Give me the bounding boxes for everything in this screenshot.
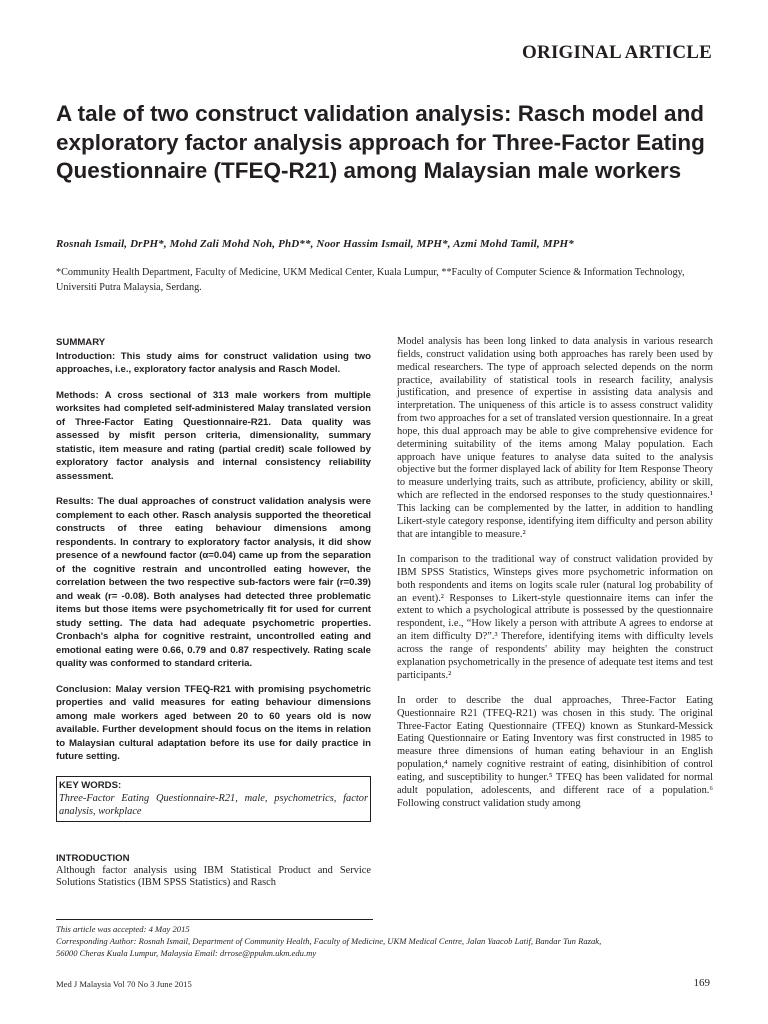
- footnote-divider: [56, 919, 373, 920]
- affiliations: *Community Health Department, Faculty of Medicine, UKM Medical Center, Kuala Lumpur, **Faculty of Computer Science & Information Technology, Universiti Putra Malaysia, Serdang.: [56, 267, 685, 293]
- article-title: A tale of two construct validation analysis: Rasch model and exploratory factor analysis approach for Three-Factor Eating Questionnaire (TFEQ-R21) among Malaysian male workers: [56, 101, 705, 183]
- footnotes: [56, 923, 716, 959]
- summary-heading: SUMMARY: [56, 337, 106, 348]
- introduction-text: Although factor analysis using IBM Statistical Product and Service Solutions Statistics (IBM SPSS Statistics) and Rasch: [56, 864, 371, 889]
- introduction-heading: INTRODUCTION: [56, 852, 130, 864]
- corresponding-author: Corresponding Author: Rosnah Ismail, Department of Community Health, Faculty of Medicine, UKM Medical Centre, Jalan Yaacob Latif, Bandar Tun Razak,: [56, 936, 602, 946]
- keywords-text: Three-Factor Eating Questionnaire-R21, male, psychometrics, factor analysis, workplace: [59, 792, 368, 817]
- body-paragraph-3: In order to describe the dual approaches, Three-Factor Eating Questionnaire R21 (TFEQ-R21) was chosen in this study. The original Three-Factor Eating Questionnaire (TFEQ) known as Stunkard-Messick Eating Questionnaire or Eating Inventory was first constructed in 1985 to measure three dimensions of human eating behaviour in an English population,⁴ namely cognitive restraint of eating, disinhibition of control eating, and susceptibility to hunger.⁵ TFEQ has been validated for normal adult population, adolescents, and different race of a population.⁶ Following construct validation study among: [397, 694, 713, 809]
- article-type-label: ORIGINAL ARTICLE: [522, 42, 712, 63]
- summary-conclusion: Conclusion: Malay version TFEQ-R21 with promising psychometric properties and valid measures for eating behaviour dimensions among male workers aged between 20 to 60 years old is now available. Further development should focus on the items in relation to Malaysian cultural adaptation before its use for daily practice in future setting.: [56, 683, 371, 762]
- right-column: [397, 336, 713, 823]
- author-list: Rosnah Ismail, DrPH*, Mohd Zali Mohd Noh, PhD**, Noor Hassim Ismail, MPH*, Azmi Mohd Tamil, MPH*: [56, 238, 574, 250]
- journal-citation: Med J Malaysia Vol 70 No 3 June 2015: [56, 979, 192, 989]
- body-paragraph-1: Model analysis has been long linked to data analysis in various research fields, construct validation using both approaches has rarely been used by medical researchers. The type of approach selected depends on the norm practice, availability of statistical tools in research facility, analysis justification, and presence of expertise in assisting data analysis and interpretation. The uniqueness of this article is to assess construct validity from two approaches for a set of translated version questionnaire. In a great hope, this dual approach may be able to give comprehensive evidence for determining suitability of the items among Malay population. Each approach have unique features to analyse data suited to the analysis objective but the former displayed lack of ability for Item Response Theory to measure underlying traits, such as attribute, proficiency, ability or skill, which are reflected in the endorsed responses to the study questionnaires.¹ This lacking can be complemented by the latter, in addition to handling Likert-style category response, identifying item difficulty and person ability that are intangible to measure.²: [397, 336, 713, 540]
- body-paragraph-2: In comparison to the traditional way of construct validation provided by IBM SPSS Statistics, Winsteps gives more psychometric information on both respondents and items on logits scale ruler (natural log probability of an event).² Responses to Likert-style questionnaire items can infer the extent to which a psychological attribute is possessed by the questionnaire respondent, i.e., “How likely a person with attribute A agrees to endorse at an item difficulty D?”.³ Therefore, identifying items with difficulty levels across the range of respondents' ability may heighten the construct explanation psychometrically in the presence of adequate test items and test participants.²: [397, 554, 713, 681]
- keywords-heading: KEY WORDS:: [59, 779, 122, 791]
- keywords-box: [56, 776, 371, 822]
- corresponding-address: 56000 Cheras Kuala Lumpur, Malaysia Email: drrose@ppukm.ukm.edu.my: [56, 948, 317, 958]
- summary-results: Results: The dual approaches of construct validation analysis were complement to each other. Rasch analysis supported the theoretical constructs of three eating behaviour dimensions among respondents. In contrary to exploratory factor analysis, it did show presence of a newfound factor (α=0.04) came up from the separation of the cognitive restrain and uncontrolled eating however, the correlation between the two respective sub-factors were fair (r=0.39) and weak (r= -0.08). Both analyses had detected three problematic items but those items were psychometrically fit for used for current study setting. The data had adequate psychometric properties. Cronbach's alpha for cognitive restraint, uncontrolled eating and emotional eating were 0.66, 0.79 and 0.87 respectively. Rating scale quality was conformed to standard criteria.: [56, 496, 371, 669]
- summary-methods: Methods: A cross sectional of 313 male workers from multiple worksites had completed self-administered Malay translated version of Three-Factor Eating Questionnaire-R21. Data quality was assessed by misfit person criteria, dimensionality, summary statistic, item measure and rating (partial credit) scale followed by exploratory factor analysis and internal consistency reliability assessment.: [56, 389, 371, 482]
- left-column: [56, 336, 371, 903]
- accepted-date: This article was accepted: 4 May 2015: [56, 924, 190, 934]
- summary-introduction: Introduction: This study aims for construct validation using two approaches, i.e., exploratory factor analysis and Rasch Model.: [56, 350, 371, 375]
- page-number: 169: [693, 977, 710, 989]
